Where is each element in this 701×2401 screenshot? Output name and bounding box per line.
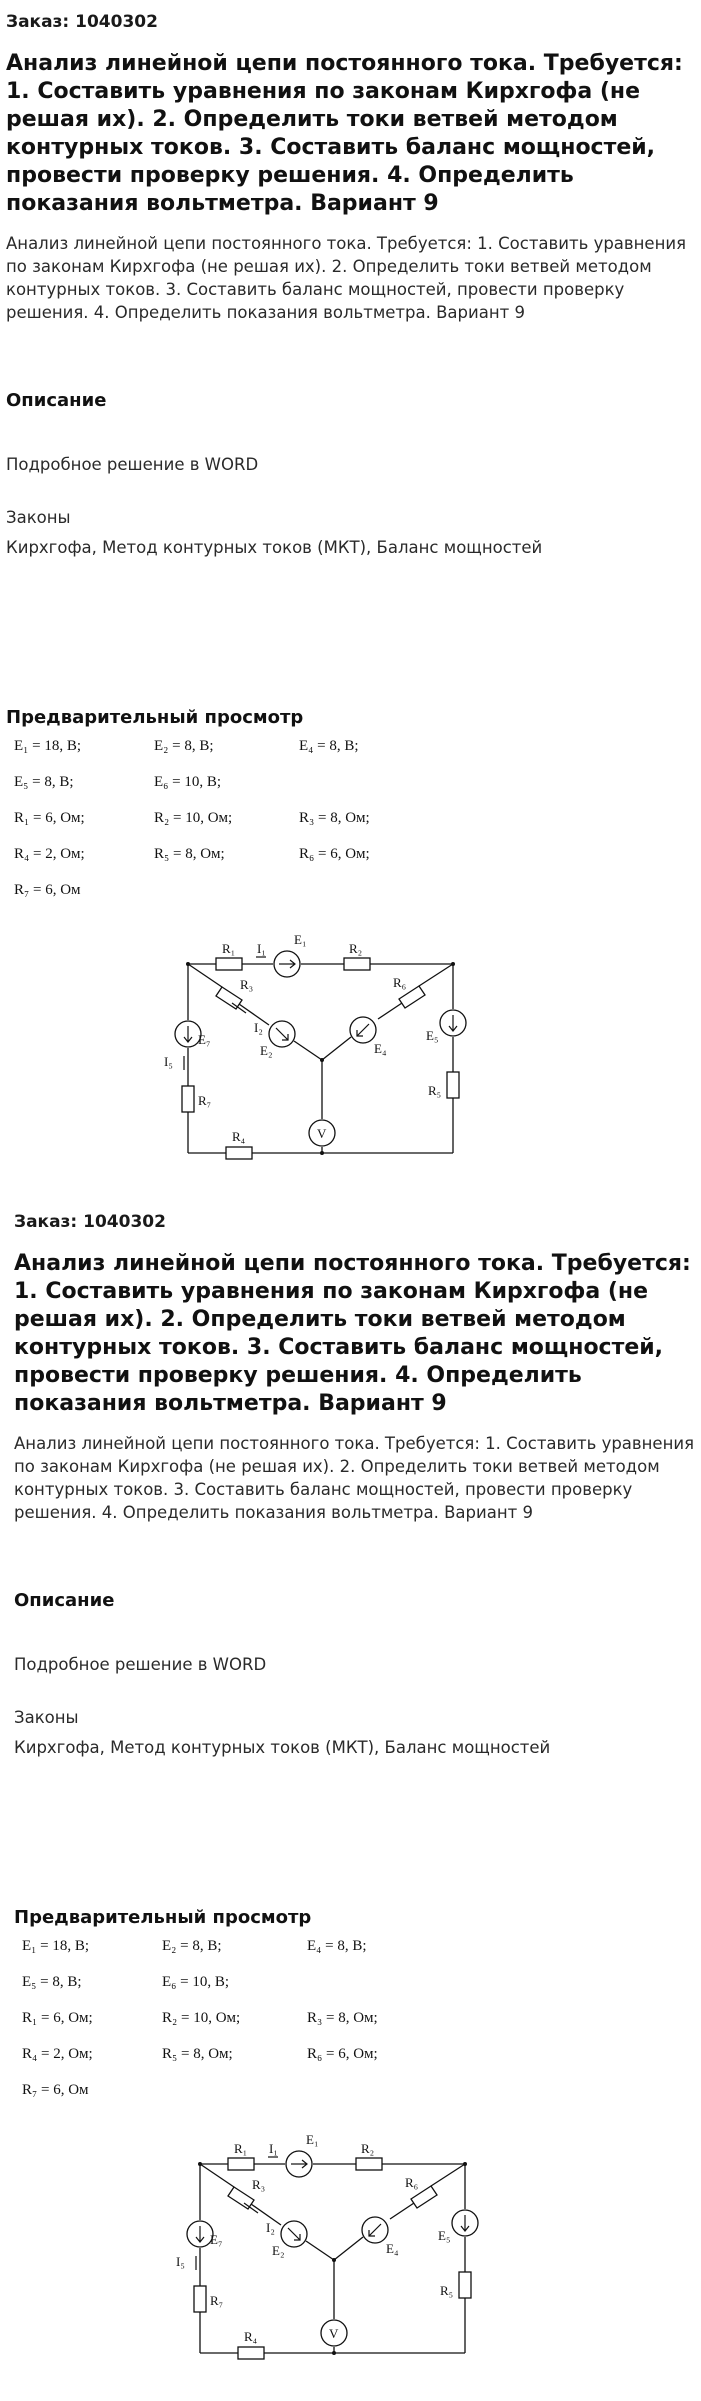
param-e6: E₆ = 10, В; [162,1974,230,1990]
param-r2: R₂ = 10, Ом; [154,810,233,826]
resistor-r2 [344,958,370,970]
resistor-r1 [228,2158,254,2170]
task-description: Анализ линейной цепи постоянного тока. Требуется: 1. Составить уравнения по законам Кирхгофа (не решая их). 2. Определить токи ветвей методом контурных токов. 3. Составить баланс мощностей, провести проверку решения. 4. Определить показания вольтметра. Вариант 9 [14,1434,695,1522]
label-r7: R₇ [198,1093,212,1108]
label-e4: E₄ [374,1041,387,1056]
param-r4: R₄ = 2, Ом; [22,2046,93,2062]
param-r3: R₃ = 8, Ом; [307,2010,378,2026]
param-e6: E₆ = 10, В; [154,774,222,790]
param-r5: R₅ = 8, Ом; [162,2046,233,2062]
param-r7: R₇ = 6, Ом [14,882,81,898]
section-heading-description: Описание [14,1590,115,1611]
order-number: Заказ: 1040302 [6,12,158,32]
param-e2: E₂ = 8, В; [154,738,214,754]
param-r7: R₇ = 6, Ом [22,2082,89,2098]
label-e2: E₂ [272,2243,285,2258]
parameters-table [22,1938,482,2113]
resistor-r3 [216,987,242,1009]
param-r4: R₄ = 2, Ом; [14,846,85,862]
label-i2: I₂ [254,1020,263,1035]
params-row [22,2046,482,2068]
params-row [22,2010,482,2032]
params-row [14,882,474,904]
label-r4: R₄ [244,2329,258,2344]
resistor-r5 [447,1072,459,1098]
resistor-r2 [356,2158,382,2170]
param-e5: E₅ = 8, В; [14,774,74,790]
param-r2: R₂ = 10, Ом; [162,2010,241,2026]
resistor-r4 [226,1147,252,1159]
label-r6: R₆ [405,2175,419,2190]
label-r4: R₄ [232,1129,246,1144]
order-number: Заказ: 1040302 [14,1212,166,1232]
label-e2: E₂ [260,1043,273,1058]
label-e1: E₁ [306,2132,319,2147]
label-i5: I₅ [176,2254,185,2269]
label-e1: E₁ [294,932,307,947]
label-r6: R₆ [393,975,407,990]
solution-note: Подробное решение в WORD [6,455,259,474]
param-e5: E₅ = 8, В; [22,1974,82,1990]
label-voltmeter: V [317,1126,327,1141]
label-r2: R₂ [349,941,363,956]
param-e4: E₄ = 8, В; [307,1938,367,1954]
param-e2: E₂ = 8, В; [162,1938,222,1954]
laws-label: Законы [14,1708,79,1727]
resistor-r3 [228,2187,254,2209]
label-e5: E₅ [426,1028,439,1043]
label-e5: E₅ [438,2228,451,2243]
param-r5: R₅ = 8, Ом; [154,846,225,862]
solution-note: Подробное решение в WORD [14,1655,267,1674]
laws-label: Законы [6,508,71,527]
laws-value: Кирхгофа, Метод контурных токов (МКТ), Баланс мощностей [14,1738,551,1757]
param-e4: E₄ = 8, В; [299,738,359,754]
task-description: Анализ линейной цепи постоянного тока. Требуется: 1. Составить уравнения по законам Кирхгофа (не решая их). 2. Определить токи ветвей методом контурных токов. 3. Составить баланс мощностей, провести проверку решения. 4. Определить показания вольтметра. Вариант 9 [6,234,687,322]
param-r3: R₃ = 8, Ом; [299,810,370,826]
label-e4: E₄ [386,2241,399,2256]
label-e7: E₇ [198,1032,211,1047]
label-voltmeter: V [329,2326,339,2341]
label-r3: R₃ [240,977,254,992]
param-r6: R₆ = 6, Ом; [307,2046,378,2062]
param-r6: R₆ = 6, Ом; [299,846,370,862]
parameters-table [14,738,474,913]
circuit-diagram [156,920,486,1170]
params-row [22,2082,482,2104]
label-i2: I₂ [266,2220,275,2235]
params-row [14,738,474,760]
section-heading-preview: Предварительный просмотр [14,1907,312,1928]
resistor-r4 [238,2347,264,2359]
label-i1: I₁ [269,2141,278,2156]
label-r5: R₅ [440,2283,454,2298]
param-r1: R₁ = 6, Ом; [22,2010,93,2026]
label-i1: I₁ [257,941,266,956]
label-r1: R₁ [234,2141,248,2156]
circuit-diagram [168,2120,498,2370]
param-e1: E₁ = 18, В; [14,738,82,754]
label-r3: R₃ [252,2177,266,2192]
label-i5: I₅ [164,1054,173,1069]
order-block-2 [0,1200,701,2400]
label-r7: R₇ [210,2293,224,2308]
page-title: Анализ линейной цепи постоянного тока. Требуется: 1. Составить уравнения по законам Кирхгофа (не решая их). 2. Определить токи ветвей методом контурных токов. 3. Составить баланс мощностей, провести проверку решения. 4. Определить показания вольтметра. Вариант 9 [14,1251,691,1416]
laws-value: Кирхгофа, Метод контурных токов (МКТ), Баланс мощностей [6,538,543,557]
resistor-r1 [216,958,242,970]
params-row [14,810,474,832]
params-row [22,1974,482,1996]
resistor-r7 [194,2286,206,2312]
label-r2: R₂ [361,2141,375,2156]
params-row [22,1938,482,1960]
resistor-r5 [459,2272,471,2298]
section-heading-description: Описание [6,390,107,411]
section-heading-preview: Предварительный просмотр [6,707,304,728]
params-row [14,774,474,796]
label-e7: E₇ [210,2232,223,2247]
page-title: Анализ линейной цепи постоянного тока. Требуется: 1. Составить уравнения по законам Кирхгофа (не решая их). 2. Определить токи ветвей методом контурных токов. 3. Составить баланс мощностей, провести проверку решения. 4. Определить показания вольтметра. Вариант 9 [6,51,683,216]
param-r1: R₁ = 6, Ом; [14,810,85,826]
resistor-r7 [182,1086,194,1112]
label-r1: R₁ [222,941,236,956]
param-e1: E₁ = 18, В; [22,1938,90,1954]
label-r5: R₅ [428,1083,442,1098]
params-row [14,846,474,868]
order-block-1 [0,0,701,1200]
